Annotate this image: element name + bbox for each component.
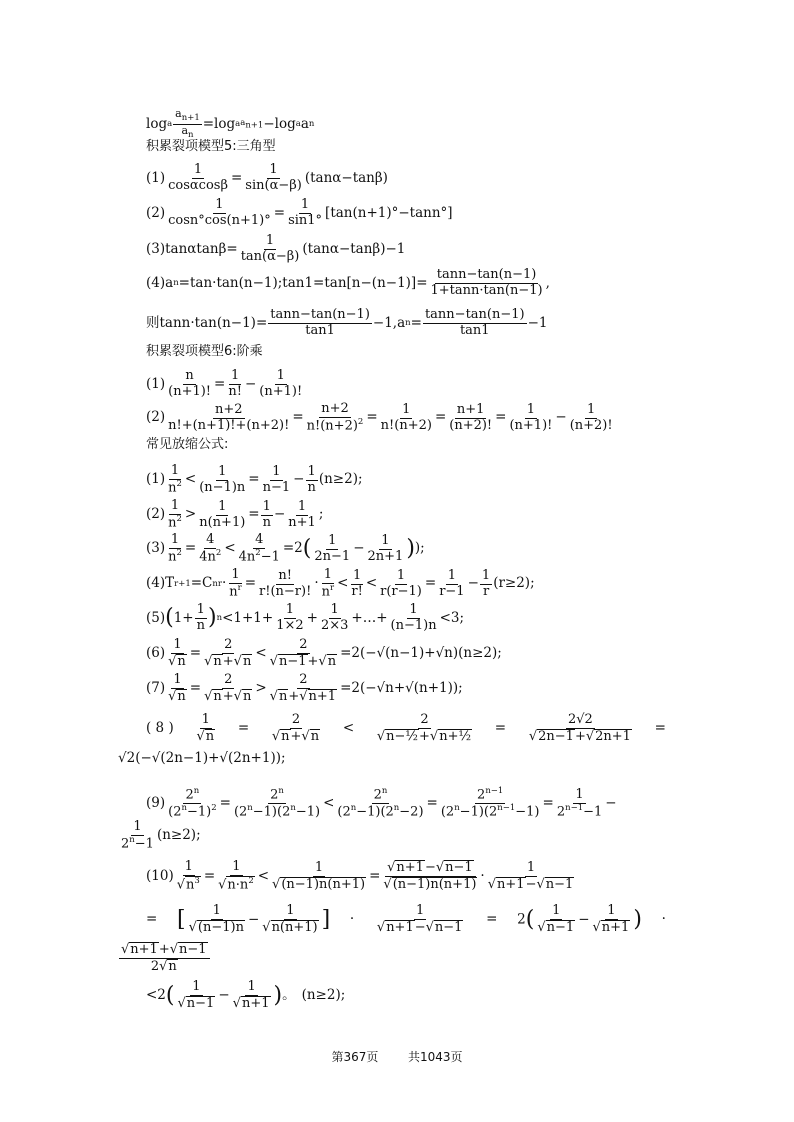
text: log bbox=[146, 115, 168, 132]
text: (n≥2); bbox=[318, 471, 363, 488]
text: tanαtanβ= bbox=[165, 240, 238, 257]
label: (4) bbox=[146, 274, 166, 291]
text: =log bbox=[202, 115, 236, 132]
formula-s10-line3: <2 ( 1 √n−1 − 1 √n+1 ) 。 (n≥2); bbox=[146, 979, 346, 1011]
text: =tan·tan(n−1);tan1=tan[n−(n−1)]= bbox=[178, 274, 428, 291]
formula-s10: (10) 1 $√n^3$ = 1 $√n\cdot n^2$ < 1 √(n−1)n(n+1) = √n+1−√n−1 √(n−1)n(n+1) · 1 √n+1−√n−1 bbox=[146, 859, 574, 893]
formula-s7: (7) 1 √n = 2 √n+√n > $\frac{2}{√n+√n+1}$ =2(−√n+√(n+1)); bbox=[146, 672, 463, 704]
heading-model5: 积累裂项模型5:三角型 bbox=[146, 139, 276, 154]
label: (5) bbox=[146, 609, 166, 626]
formula-s10-frac: √n+1+√n−1 2√n bbox=[118, 942, 211, 975]
text: −log bbox=[263, 115, 296, 132]
text: a bbox=[165, 274, 174, 291]
heading-scaling: 常见放缩公式: bbox=[146, 437, 229, 452]
label: ( 8 ) bbox=[146, 720, 174, 737]
formula-m5-5: 则 tann·tan(n−1)= $\frac{\tan n-\tan(n-1)}{\tan 1}$ −1,a n = tann−tan(n−1) tan1 −1 bbox=[146, 307, 548, 338]
formula-m5-2: (2) 1 cosn°cos(n+1)° = 1 sin1° [tan(n+1)°−tann°] bbox=[146, 197, 453, 228]
text: , bbox=[545, 274, 550, 291]
text: −1,a bbox=[372, 314, 406, 331]
formula-s3: (3) 1 $n^2$ = 4 $4n^2$ < 4 $4n^2-1$ =2 ( 1 2n−1 − 1 2n+1 ) ); bbox=[146, 532, 425, 565]
text: ); bbox=[414, 540, 425, 557]
formula-s9: (9) 2$^n$ $(2^n-1)^2$ = $2^n$ $(2^n-1)(2^n-1)$ < $2^n$ $(2^n-1)(2^n-2)$ = $2^{n-1}$ $(2^n-1)(2^{n-1}-1)$ = 1 $2^{n-1}-1$ − bbox=[146, 786, 617, 820]
text: =2(−√n+√(n+1)); bbox=[340, 680, 463, 697]
text: (tanα−tanβ)−1 bbox=[302, 240, 406, 257]
page-number: 第367页 bbox=[331, 1050, 379, 1064]
formula-s6: (6) 1 √n = 2 √n+√n < $\frac{2}{√n-1+√n}$ =2(−√(n−1)+√n)(n≥2); bbox=[146, 637, 502, 669]
formula-m5-1: (1) 1 cosαcosβ = 1 sin(α−β) (tanα−tanβ) bbox=[146, 162, 388, 193]
label: (2) bbox=[146, 204, 166, 221]
text: ; bbox=[318, 506, 324, 523]
formula-log: log a $\frac{a_{n+1}}{a_n}$ =log a $a_{n+1}$ −log a a n bbox=[146, 107, 315, 141]
text: −1 bbox=[527, 314, 548, 331]
text: (n≥2); bbox=[301, 987, 346, 1004]
text: 则 bbox=[146, 314, 160, 331]
label: (3) bbox=[146, 540, 166, 557]
formula-m5-4: (4) a n =tan·tan(n−1);tan1=tan[n−(n−1)]= $\frac{\tan n-\tan(n-1)}{1+\tan n\cdot\tan(n-1)}$ , bbox=[146, 267, 550, 298]
text: tann·tan(n−1)= bbox=[159, 314, 268, 331]
formula-s8: ( 8 ) 1 √n = 2 √n+√n < 2 √n−½+√n+½ = 2√2 √2n−1+√2n+1 = bbox=[146, 712, 666, 744]
formula-s8-cont: √2(−√(2n−1)+√(2n+1)); bbox=[118, 750, 286, 766]
label: (7) bbox=[146, 680, 166, 697]
label: (1) bbox=[146, 375, 166, 392]
formula-s4: (4) T r+1 =C n r · 1 $n^r$ = n! r!(n−r)! · 1 $n^r$ < 1 r! < 1 r(r−1) = 1 r−1 − 1 r (r≥2); bbox=[146, 567, 535, 600]
label: (10) bbox=[146, 867, 174, 884]
label: (9) bbox=[146, 795, 166, 812]
formula-m6-2: (2) n+2 n!+(n+1)!+(n+2)! = n+2 $n!(n+2)^2$ = 1 n!(n+2) = n+1 (n+2)! = 1 (n+1)! − 1 (n+2)! bbox=[146, 401, 613, 434]
label: (2) bbox=[146, 506, 166, 523]
text: (n≥2); bbox=[156, 827, 201, 844]
page-footer bbox=[0, 1048, 794, 1065]
label: (6) bbox=[146, 645, 166, 662]
label: (3) bbox=[146, 240, 166, 257]
text: =2(−√(n−1)+√n)(n≥2); bbox=[340, 645, 502, 662]
formula-s10-line2: = [ $\frac{1}{√(n-1)n}$ − $\frac{1}{√n(n+1)}$ ] · $\frac{1}{√n+1-√n-1}$ = 2( $\frac{1}{√n-1}$ − $\frac{1}{√n+1}$ ) · bbox=[146, 903, 666, 935]
text: <3; bbox=[439, 609, 465, 626]
text: (r≥2); bbox=[493, 575, 535, 592]
formula-s9-cont: 1 $2^n-1$ (n≥2); bbox=[121, 819, 201, 852]
formula-m5-3: (3) tanαtanβ= $\frac{1}{\tan(\alpha-\beta)}$ (tanα−tanβ)−1 bbox=[146, 233, 406, 264]
label: (1) bbox=[146, 471, 166, 488]
page-total: 共1043页 bbox=[408, 1050, 463, 1064]
formula-m6-1: (1) n (n+1)! = 1 n! − 1 (n+1)! bbox=[146, 368, 303, 399]
formula-s1: (1) 1 $n^2$ < 1 (n−1)n = 1 n−1 − 1 n (n≥2); bbox=[146, 463, 363, 496]
text: (tanα−tanβ) bbox=[304, 169, 388, 186]
label: (4) bbox=[146, 575, 166, 592]
text: [tan(n+1)°−tann°] bbox=[325, 204, 453, 221]
text: 。 bbox=[282, 987, 296, 1004]
heading-model6: 积累裂项模型6:阶乘 bbox=[146, 344, 263, 359]
formula-s5: (5) ( 1+ 1 n ) n <1+1+ 1 1×2 + 1 2×3 +…+ 1 (n−1)n <3; bbox=[146, 602, 465, 633]
label: (2) bbox=[146, 409, 166, 426]
formula-s2: (2) 1 $n^2$ > 1 n(n+1) = 1 n − 1 n+1 ; bbox=[146, 498, 324, 531]
label: (1) bbox=[146, 169, 166, 186]
